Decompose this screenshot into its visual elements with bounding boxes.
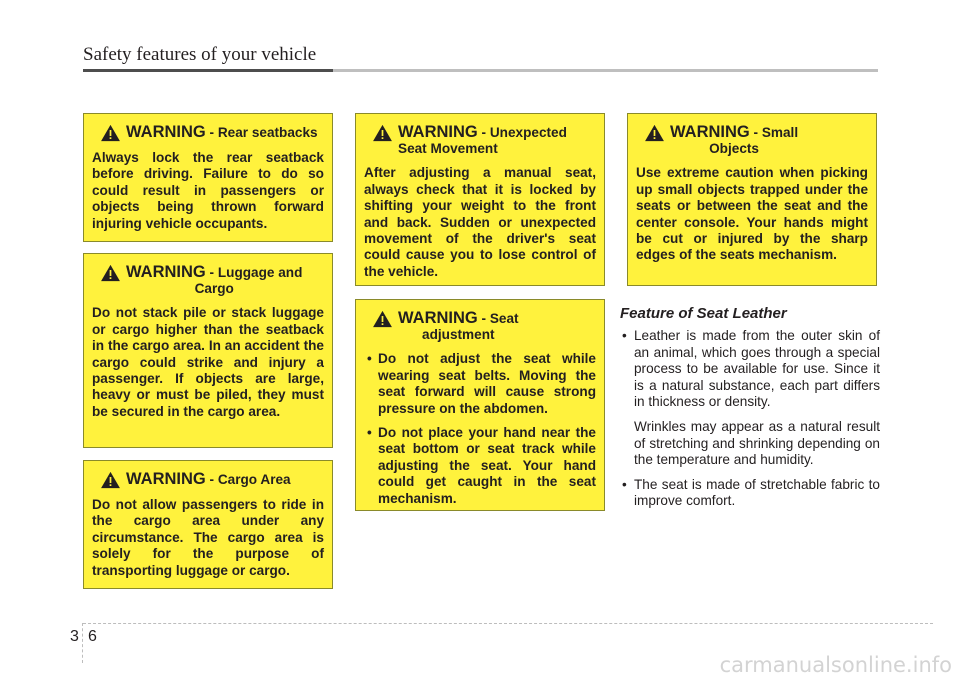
page-title: Safety features of your vehicle [83, 44, 317, 65]
warning-label: WARNING [398, 123, 478, 141]
warning-body: Use extreme caution when picking up small objects trapped under the seats or between the seat and the center console. Your hands might be cut or injured by the sharp edges of the seats mechanism. [636, 165, 868, 263]
list-item: • Do not adjust the seat while wearing seat belts. Moving the seat forward will cause strong pressure on the abdomen. [364, 351, 596, 417]
warning-header [92, 471, 324, 489]
warning-body: Do not allow passengers to ride in the cargo area under any circumstance. The cargo area is solely for the purpose of transporting luggage or cargo. [92, 497, 324, 578]
page-number: 6 [88, 628, 97, 645]
list-item-paragraph: Wrinkles may appear as a natural result of stretching and shrinking depending on the temperature and humidity. [634, 418, 880, 468]
warning-box-seat-adjustment [355, 299, 605, 511]
list-item: • Do not place your hand near the seat bottom or seat track while adjusting the seat. Your hand could get caught in the seat mechanism. [364, 425, 596, 507]
warning-triangle-icon [100, 471, 121, 489]
warning-subtitle: - Cargo Area [209, 472, 291, 487]
warning-triangle-icon [644, 124, 665, 142]
warning-label: WARNING [670, 123, 750, 141]
warning-list [364, 351, 596, 507]
warning-box-luggage-cargo [83, 253, 333, 448]
warning-body: Do not stack pile or stack luggage or cargo higher than the seatback in the cargo area. In an accident the cargo could strike and injury a passenger. If objects are large, heavy or must be piled, they must be secured in the cargo area. [92, 305, 324, 419]
warning-body: Always lock the rear seatback before driving. Failure to do so could result in passengers or objects being thrown forward injuring vehicle occupants. [92, 150, 324, 231]
warning-subtitle-cont: Seat Movement [398, 141, 498, 157]
warning-label: WARNING [126, 263, 206, 281]
warning-subtitle-cont: Objects [709, 141, 759, 157]
warning-box-small-objects [627, 113, 877, 286]
list-item: • Leather is made from the outer skin of an animal, which goes through a special process to be available for use. Since it is a natural substance, each part differs in thickness or density. [620, 328, 880, 411]
warning-triangle-icon [372, 124, 393, 142]
watermark: carmanualsonline.info [719, 653, 952, 677]
header-rule-accent [83, 69, 333, 72]
leather-bullets [620, 328, 880, 518]
warning-label: WARNING [126, 470, 206, 488]
warning-label: WARNING [398, 309, 478, 327]
warning-header [364, 310, 596, 343]
warning-subtitle: - Small [753, 125, 799, 140]
warning-box-unexpected-seat-movement [355, 113, 605, 286]
warning-header [636, 124, 868, 157]
warning-triangle-icon [372, 310, 393, 328]
warning-subtitle-cont: Cargo [194, 281, 234, 297]
warning-header [364, 124, 596, 157]
warning-triangle-icon [100, 124, 121, 142]
warning-subtitle: - Unexpected [481, 125, 567, 140]
warning-subtitle: - Rear seatbacks [209, 125, 318, 140]
warning-triangle-icon [100, 264, 121, 282]
warning-box-cargo-area [83, 460, 333, 589]
list-item: • The seat is made of stretchable fabric to improve comfort. [620, 477, 880, 510]
footer-rule [83, 623, 933, 624]
warning-subtitle: - Seat [481, 311, 519, 326]
warning-subtitle: - Luggage and [209, 265, 303, 280]
warning-box-rear-seatbacks [83, 113, 333, 242]
warning-header [92, 124, 324, 142]
section-title: Feature of Seat Leather [620, 305, 787, 322]
chapter-number: 3 [70, 628, 79, 645]
warning-label: WARNING [126, 123, 206, 141]
warning-header [92, 264, 324, 297]
footer-divider [82, 623, 83, 663]
warning-subtitle-cont: adjustment [422, 327, 495, 343]
warning-body: After adjusting a manual seat, always check that it is locked by shifting your weight to the front and back. Sudden or unexpected movement of the driver's seat could cause you to lose control of the vehicle. [364, 165, 596, 279]
